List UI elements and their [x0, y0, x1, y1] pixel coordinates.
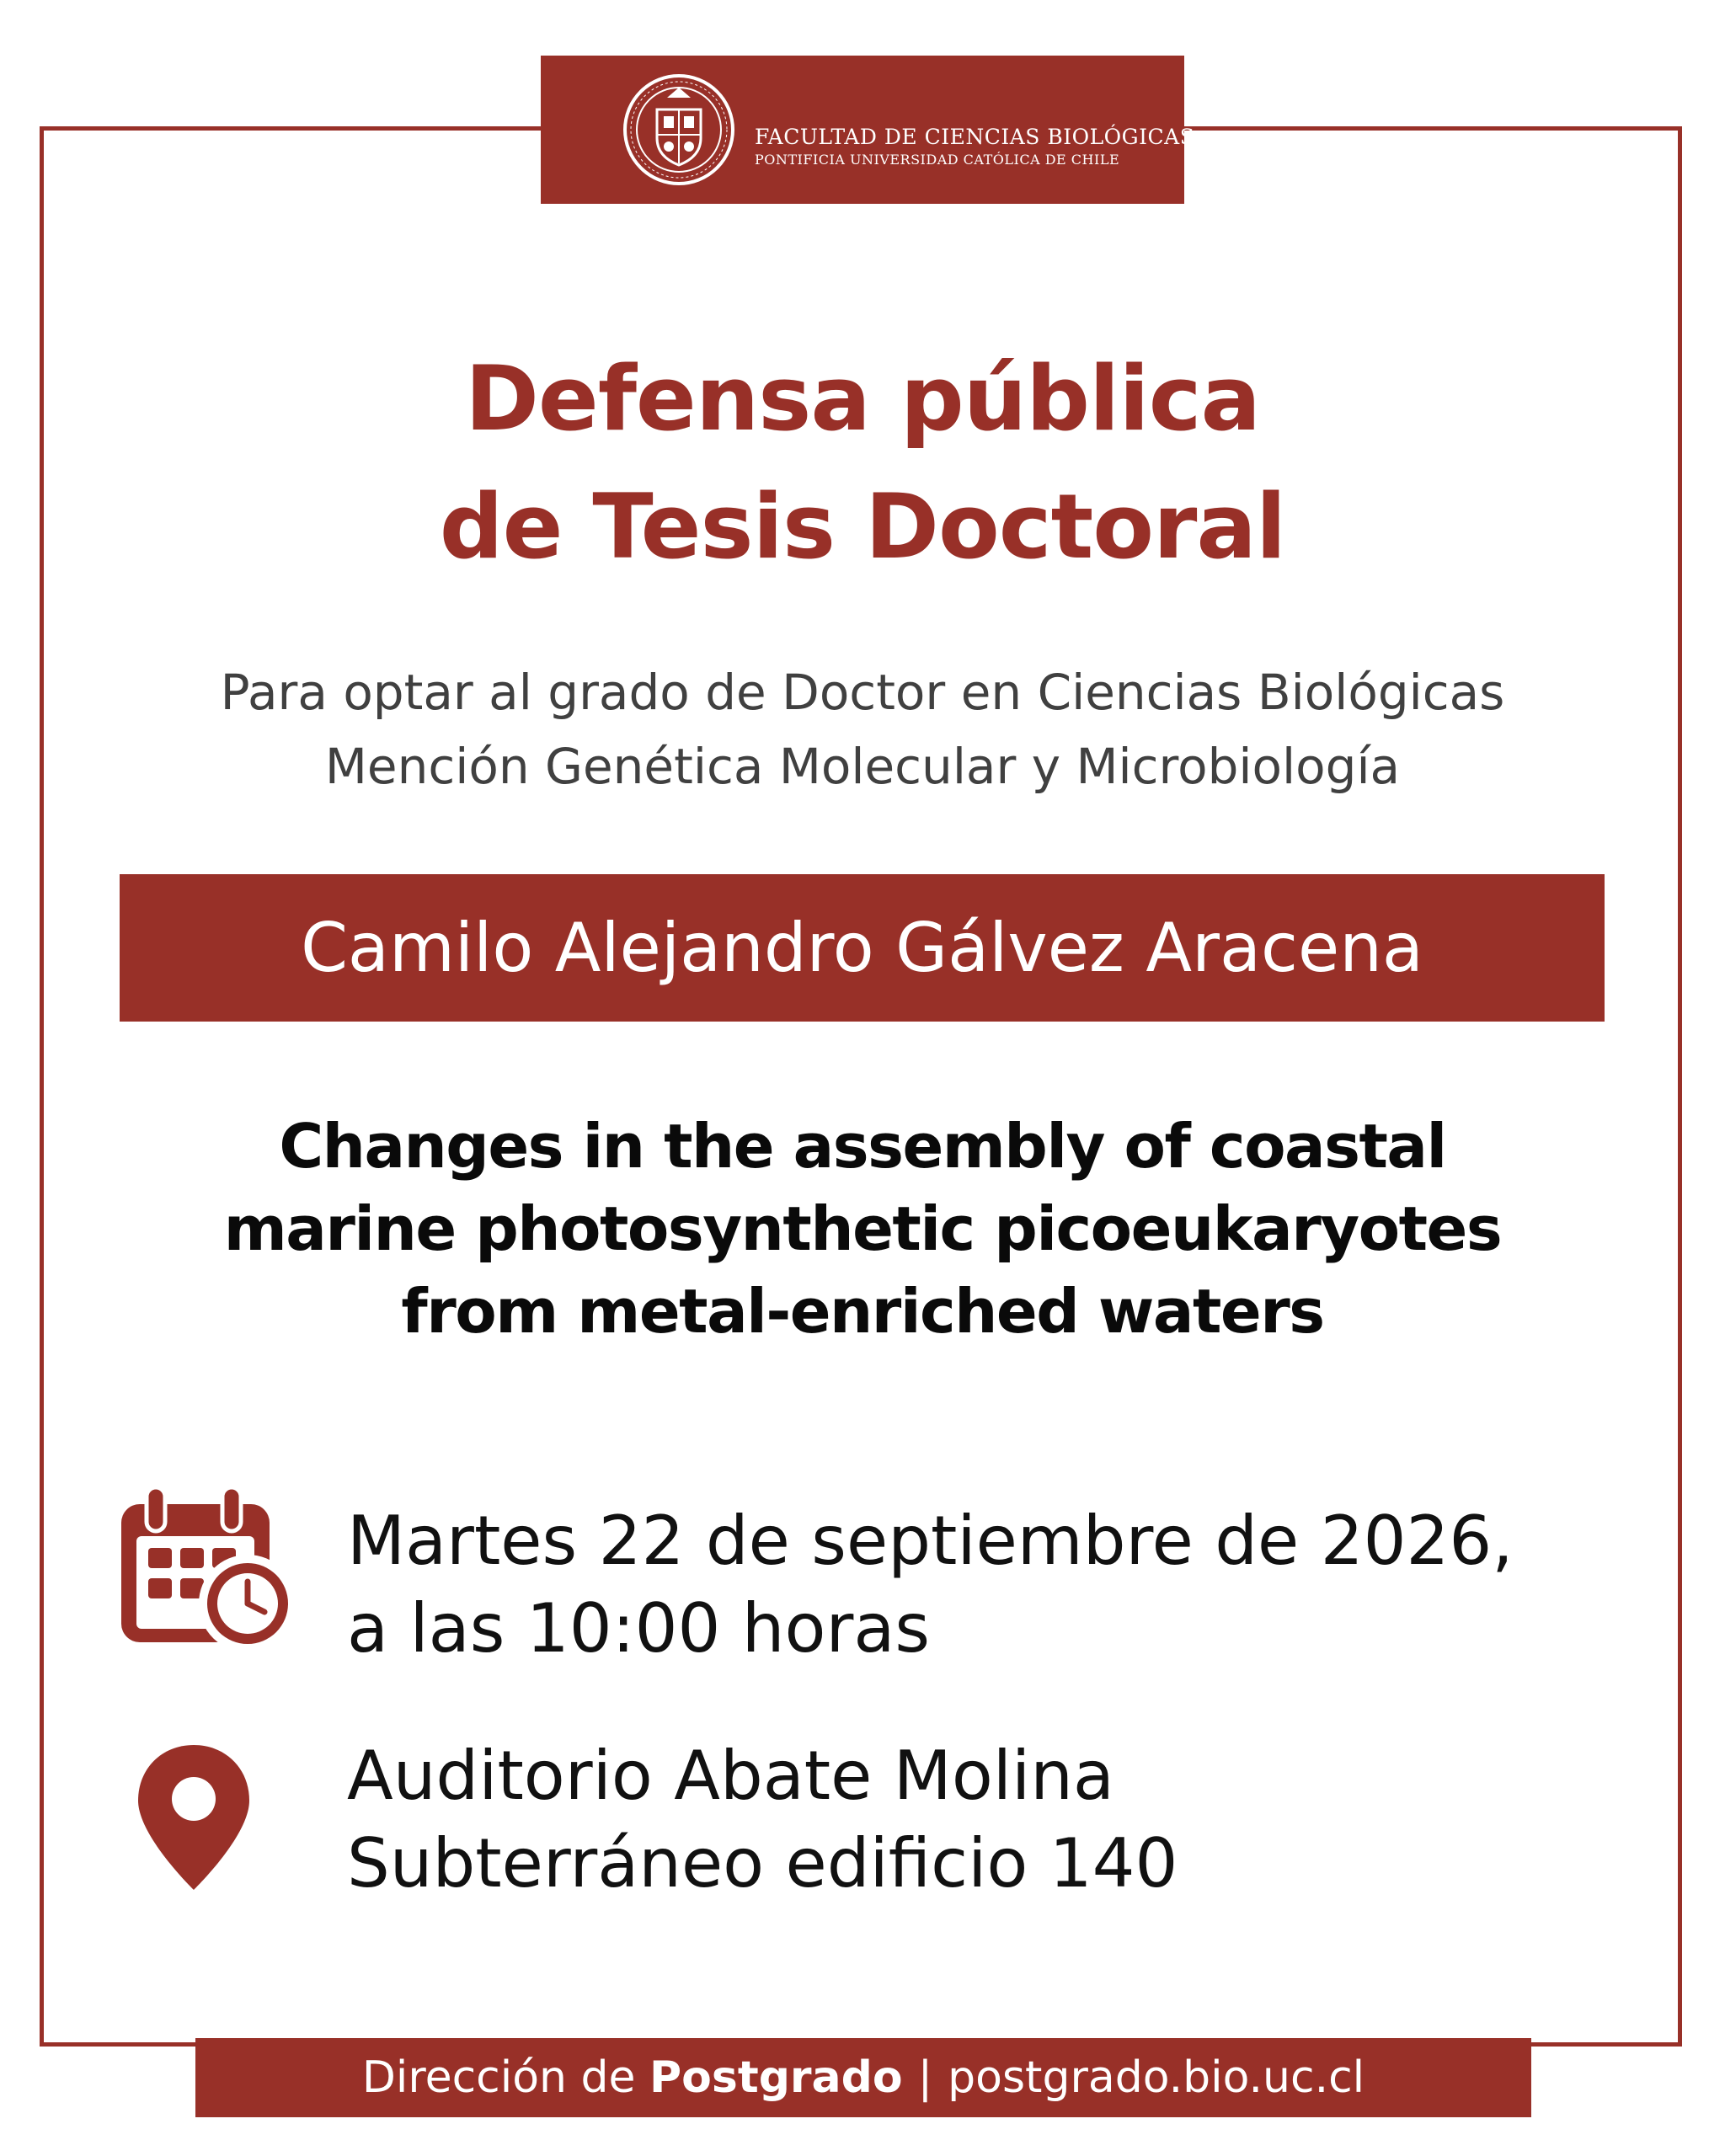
place-line-2: Subterráneo edificio 140 [347, 1824, 1178, 1903]
university-seal-icon [622, 72, 736, 187]
footer-banner [195, 2038, 1531, 2117]
degree-subtitle [0, 655, 1725, 803]
footer-department: Postgrado [649, 2052, 903, 2103]
page-title [0, 335, 1725, 591]
thesis-title-line-2: marine photosynthetic picoeukaryotes [223, 1193, 1502, 1264]
date-line-2: a las 10:00 horas [347, 1589, 931, 1668]
faculty-name-line: FACULTAD DE CIENCIAS BIOLÓGICAS [755, 125, 1195, 149]
faculty-header [541, 56, 1195, 204]
footer-website-link[interactable]: postgrado.bio.uc.cl [948, 2052, 1365, 2103]
footer-prefix: Dirección de [361, 2052, 650, 2103]
event-date [347, 1497, 1514, 1673]
candidate-name: Camilo Alejandro Gálvez Aracena [301, 909, 1423, 987]
title-line-1: Defensa pública [464, 347, 1261, 451]
location-pin-icon [135, 1742, 253, 1893]
thesis-title [0, 1105, 1725, 1353]
place-line-1: Auditorio Abate Molina [347, 1737, 1114, 1815]
calendar-clock-icon [116, 1486, 300, 1654]
footer-separator: | [917, 2052, 933, 2103]
subtitle-line-1: Para optar al grado de Doctor en Ciencias Biológicas [220, 664, 1505, 721]
thesis-title-line-3: from metal-enriched waters [401, 1276, 1324, 1347]
candidate-banner [120, 874, 1605, 1022]
thesis-title-line-1: Changes in the assembly of coastal [279, 1111, 1446, 1182]
university-name-line: PONTIFICIA UNIVERSIDAD CATÓLICA DE CHILE [755, 152, 1120, 168]
subtitle-line-2: Mención Genética Molecular y Microbiología [324, 738, 1401, 795]
faculty-name [755, 125, 1194, 168]
event-location [347, 1732, 1178, 1908]
date-line-1: Martes 22 de septiembre de 2026, [347, 1502, 1514, 1580]
title-line-2: de Tesis Doctoral [439, 475, 1286, 579]
